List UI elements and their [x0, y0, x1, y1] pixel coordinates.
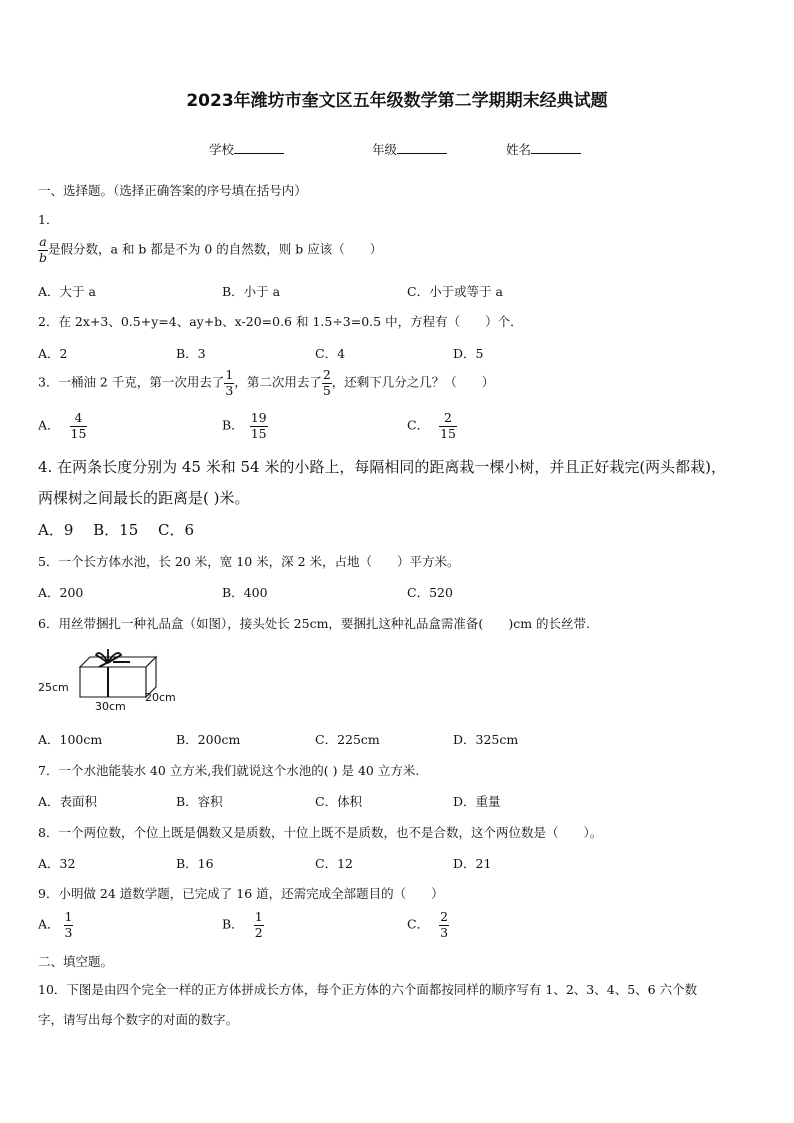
q2-option-a[interactable]: A．2 — [38, 346, 68, 361]
q8-option-d[interactable]: D．21 — [453, 856, 492, 871]
q2-option-d[interactable]: D．5 — [453, 346, 484, 361]
q4-stem-line-2: 两棵树之间最长的距离是( )米。 — [38, 489, 250, 507]
box-length-label: 30cm — [95, 700, 126, 713]
q3-stem — [38, 368, 494, 398]
q3-option-c[interactable]: C． $\frac{2}{15}$ — [407, 410, 456, 441]
box-width-label: 20cm — [145, 691, 176, 704]
q1-stem — [38, 235, 382, 265]
q6-option-c[interactable]: C．225cm — [315, 732, 380, 747]
q5-option-b[interactable]: B．400 — [222, 585, 268, 600]
q4-stem-line-1: 4. 在两条长度分别为 45 米和 54 米的小路上，每隔相同的距离栽一棵小树，并且正好栽完(两头都栽)， — [38, 458, 727, 476]
q2-stem: 2．在 2x+3、0.5+y=4、ay+b、x-20=0.6 和 1.5÷3=0.5 中，方程有（ ）个． — [38, 314, 523, 329]
q1-option-c[interactable]: C．小于或等于 a — [407, 284, 503, 299]
section-1-heading: 一、选择题。（选择正确答案的序号填在括号内） — [38, 183, 307, 198]
q3-option-b[interactable]: B． $\frac{19}{15}$ — [222, 410, 267, 441]
q1-option-a[interactable]: A．大于 a — [38, 284, 96, 299]
q2-option-c[interactable]: C．4 — [315, 346, 346, 361]
name-label: 姓名 — [506, 142, 532, 157]
q9-stem: 9．小明做 24 道数学题，已完成了 16 道，还需完成全部题目的（ ） — [38, 886, 444, 901]
q8-option-c[interactable]: C．12 — [315, 856, 353, 871]
grade-field — [372, 140, 447, 158]
name-blank[interactable] — [531, 141, 581, 154]
q7-option-d[interactable]: D．重量 — [453, 794, 501, 809]
q3-fraction-2: $\frac{2}{5}$ — [322, 367, 331, 398]
q8-option-a[interactable]: A．32 — [38, 856, 76, 871]
q6-option-b[interactable]: B．200cm — [176, 732, 241, 747]
box-height-label: 25cm — [38, 681, 69, 694]
q6-option-d[interactable]: D．325cm — [453, 732, 519, 747]
q3-fraction-1: $\frac{1}{3}$ — [225, 367, 234, 398]
q10-stem-line-2: 字，请写出每个数字的对面的数字。 — [38, 1012, 239, 1027]
q3-text-1: 3．一桶油 2 千克，第一次用去了 — [38, 374, 225, 390]
q5-stem: 5．一个长方体水池，长 20 米，宽 10 米，深 2 米，占地（ ）平方米。 — [38, 554, 460, 569]
q6-option-a[interactable]: A．100cm — [38, 732, 103, 747]
q7-option-a[interactable]: A．表面积 — [38, 794, 98, 809]
q7-option-c[interactable]: C．体积 — [315, 794, 363, 809]
grade-blank[interactable] — [397, 141, 447, 154]
grade-label: 年级 — [372, 142, 398, 157]
section-2-heading: 二、填空题。 — [38, 954, 114, 969]
q1-text: 是假分数，a 和 b 都是不为 0 的自然数，则 b 应该（ ） — [48, 241, 383, 257]
q5-option-c[interactable]: C．520 — [407, 585, 453, 600]
q1-fraction: $\frac{a}{b}$ — [39, 234, 48, 265]
q3-text-3: ，还剩下几分之几？（ ） — [331, 374, 495, 390]
page-title: 2023年潍坊市奎文区五年级数学第二学期期末经典试题 — [186, 91, 608, 111]
q3-option-a[interactable]: A． $\frac{4}{15}$ — [38, 410, 87, 441]
q10-stem-line-1: 10．下图是由四个完全一样的正方体拼成长方体，每个正方体的六个面都按同样的顺序写有 1、2、3、4、5、6 六个数 — [38, 982, 698, 997]
q8-option-b[interactable]: B．16 — [176, 856, 214, 871]
school-blank[interactable] — [234, 141, 284, 154]
q8-stem: 8．一个两位数，个位上既是偶数又是质数，十位上既不是质数，也不是合数，这个两位数是（ ）。 — [38, 825, 603, 840]
q3-text-2: ，第二次用去了 — [234, 374, 322, 390]
q9-option-c[interactable]: C． $\frac{2}{3}$ — [407, 909, 449, 940]
school-label: 学校 — [209, 142, 235, 157]
name-field — [506, 140, 581, 158]
q5-option-a[interactable]: A．200 — [38, 585, 84, 600]
school-field — [209, 140, 284, 158]
q9-option-a[interactable]: A． $\frac{1}{3}$ — [38, 909, 73, 940]
q1-number: 1． — [38, 212, 59, 227]
q6-stem: 6．用丝带捆扎一种礼品盒（如图），接头处长 25cm，要捆扎这种礼品盒需准备( )cm 的长丝带. — [38, 616, 590, 631]
q7-stem: 7．一个水池能装水 40 立方米,我们就说这个水池的( ) 是 40 立方米. — [38, 763, 420, 778]
q4-options[interactable]: A．9 B．15 C．6 — [38, 521, 195, 539]
q9-option-b[interactable]: B． $\frac{1}{2}$ — [222, 909, 263, 940]
q1-option-b[interactable]: B．小于 a — [222, 284, 281, 299]
q2-option-b[interactable]: B．3 — [176, 346, 206, 361]
q7-option-b[interactable]: B．容积 — [176, 794, 223, 809]
